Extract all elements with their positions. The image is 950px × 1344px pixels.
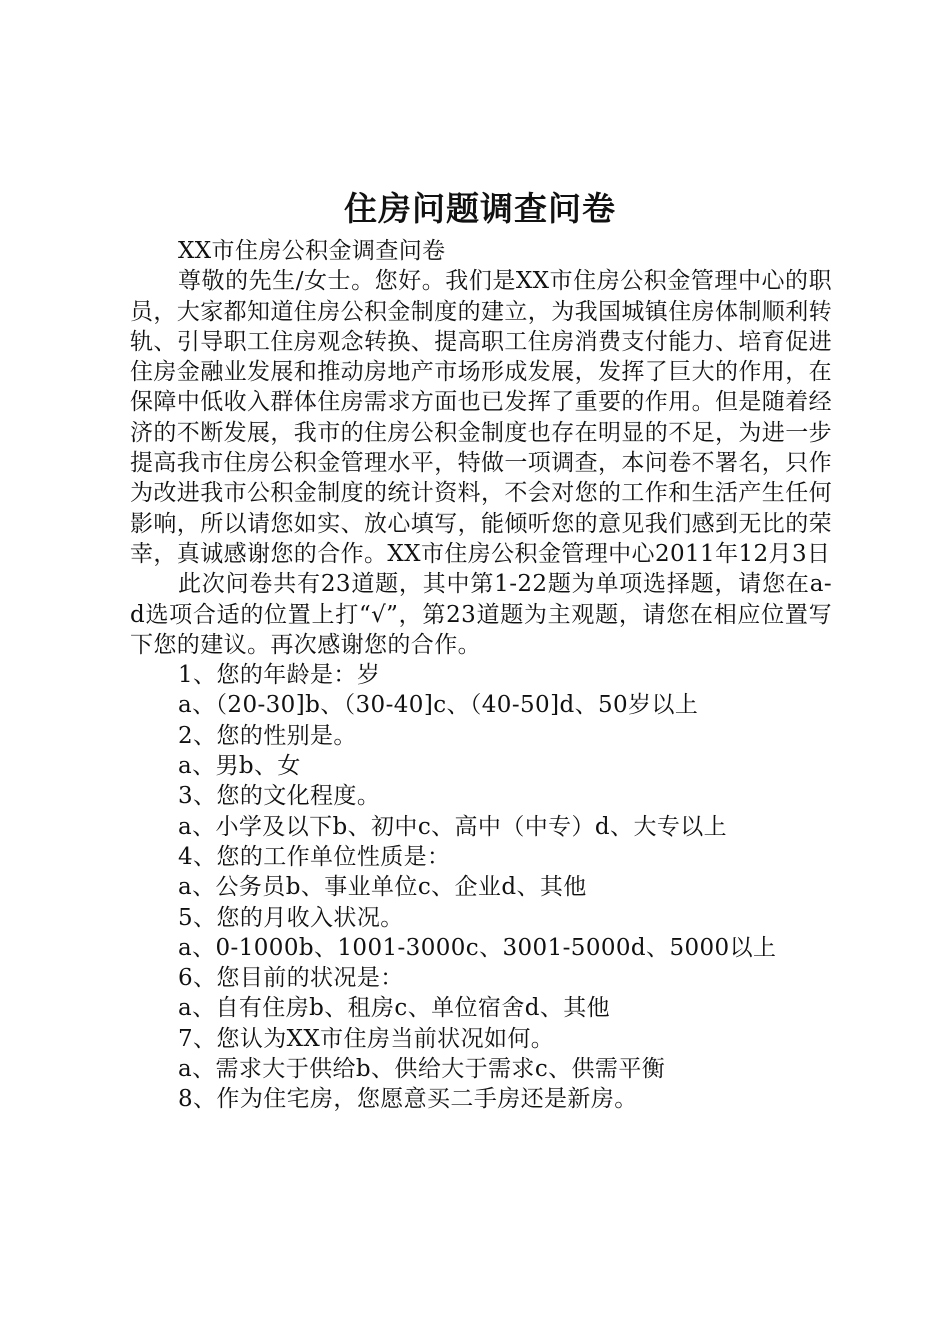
question-7: 7、您认为XX市住房当前状况如何。 bbox=[178, 1025, 555, 1052]
instructions-paragraph: 此次问卷共有23道题，其中第1-22题为单项选择题，请您在a-d选项合适的位置上打“√”，第23道题为主观题，请您在相应位置写下您的建议。再次感谢您的合作。 bbox=[130, 571, 832, 658]
survey-subtitle: XX市住房公积金调查问卷 bbox=[178, 238, 446, 264]
question-4: 4、您的工作单位性质是： bbox=[178, 843, 451, 870]
question-8: 8、作为住宅房，您愿意买二手房还是新房。 bbox=[178, 1086, 638, 1113]
document-title: 住房问题调查问卷 bbox=[344, 189, 616, 228]
question-5: 5、您的月收入状况。 bbox=[178, 904, 404, 931]
question-6: 6、您目前的状况是： bbox=[178, 965, 404, 992]
document-body bbox=[130, 236, 832, 1115]
question-3: 3、您的文化程度。 bbox=[178, 783, 381, 810]
question-1: 1、您的年龄是：岁 bbox=[178, 662, 381, 689]
question-4-options: a、公务员b、事业单位c、企业d、其他 bbox=[178, 874, 587, 901]
question-7-options: a、需求大于供给b、供给大于需求c、供需平衡 bbox=[178, 1056, 666, 1083]
question-6-options: a、自有住房b、租房c、单位宿舍d、其他 bbox=[178, 995, 611, 1022]
question-2-options: a、男b、女 bbox=[178, 753, 301, 780]
intro-paragraph: 尊敬的先生/女士。您好。我们是XX市住房公积金管理中心的职员，大家都知道住房公积金制度的建立，为我国城镇住房体制顺利转轨、引导职工住房观念转换、提高职工住房消费支付能力、培育促进住房金融业发展和推动房地产市场形成发展，发挥了巨大的作用，在保障中低收入群体住房需求方面也已发挥了重要的作用。但是随着经济的不断发展，我市的住房公积金制度也存在明显的不足，为进一步提高我市住房公积金管理水平，特做一项调查，本问卷不署名，只作为改进我市公积金制度的统计资料，不会对您的工作和生活产生任何影响，所以请您如实、放心填写，能倾听您的意见我们感到无比的荣幸，真诚感谢您的合作。XX市住房公积金管理中心2011年12月3日 bbox=[130, 268, 832, 567]
question-1-options: a、（20-30]b、（30-40]c、（40-50]d、50岁以上 bbox=[178, 692, 699, 719]
question-3-options: a、小学及以下b、初中c、高中（中专）d、大专以上 bbox=[178, 813, 728, 840]
question-5-options: a、0-1000b、1001-3000c、3001-5000d、5000以上 bbox=[178, 934, 777, 961]
question-2: 2、您的性别是。 bbox=[178, 722, 357, 749]
